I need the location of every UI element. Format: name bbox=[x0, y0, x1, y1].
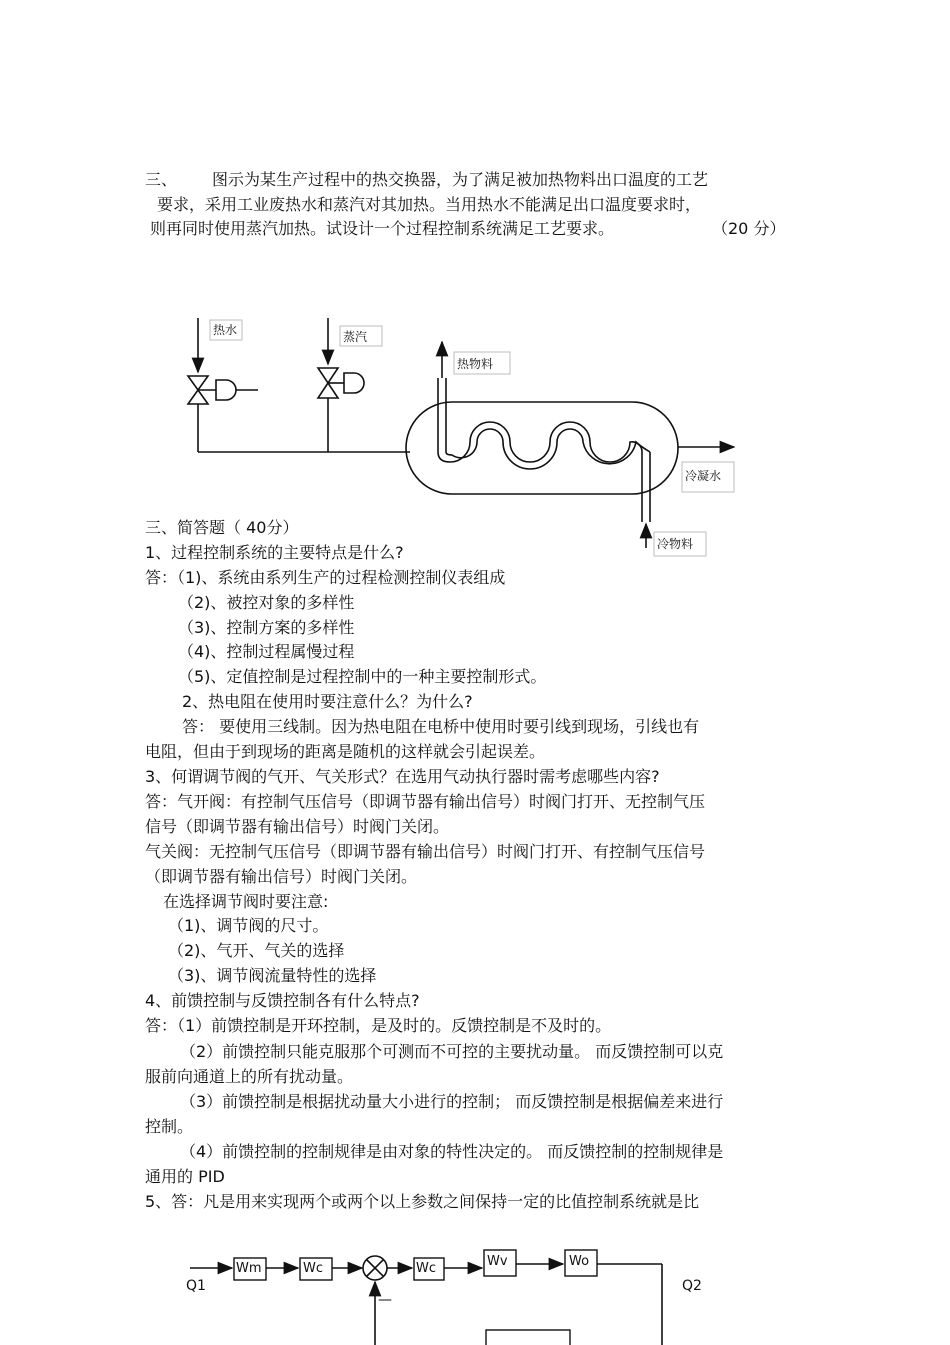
answer-4-line: 答：（1）前馈控制是开环控制，是及时的。反馈控制是不及时的。 bbox=[145, 1016, 612, 1035]
question-1: 1、过程控制系统的主要特点是什么? bbox=[145, 543, 404, 562]
wc-label-2: Wc bbox=[416, 1261, 437, 1276]
cold-material-label: 冷物料 bbox=[657, 537, 694, 551]
answer-3-line: 在选择调节阀时要注意: bbox=[163, 892, 329, 911]
question-text-line3: 则再同时使用蒸汽加热。试设计一个过程控制系统满足工艺要求。 bbox=[150, 219, 615, 238]
q1-label: Q1 bbox=[186, 1278, 206, 1294]
answer-3-line: 气关阀：无控制气压信号（即调节器有输出信号）时阀门打开、有控制气压信号 bbox=[145, 842, 706, 861]
answer-3-line: （即调节器有输出信号）时阀门关闭。 bbox=[145, 867, 418, 886]
question-score: （20 分） bbox=[712, 219, 786, 238]
answer-4-line: （2）前馈控制只能克服那个可测而不可控的主要扰动量。 而反馈控制可以克 bbox=[180, 1042, 724, 1061]
section-title: 三、简答题（ 40分） bbox=[145, 518, 299, 537]
question-3: 3、何谓调节阀的气开、气关形式？在选用气动执行器时需考虑哪些内容? bbox=[145, 767, 660, 786]
answer-3-line: 答：气开阀：有控制气压信号（即调节器有输出信号）时阀门打开、无控制气压 bbox=[145, 792, 706, 811]
answer-1-line: 答：（1)、系统由系列生产的过程检测控制仪表组成 bbox=[145, 568, 506, 587]
minus-sign: — bbox=[378, 1292, 392, 1308]
answer-4-line: （4）前馈控制的控制规律是由对象的特性决定的。 而反馈控制的控制规律是 bbox=[180, 1142, 724, 1161]
wc-label-1: Wc bbox=[303, 1261, 324, 1276]
answer-2-line2: 电阻，但由于到现场的距离是随机的这样就会引起误差。 bbox=[145, 742, 546, 761]
question-4: 4、前馈控制与反馈控制各有什么特点? bbox=[145, 991, 420, 1010]
question-number: 三、 bbox=[145, 170, 178, 189]
feedback-block bbox=[486, 1330, 570, 1345]
q2-label: Q2 bbox=[682, 1278, 702, 1294]
condensate-label: 冷凝水 bbox=[685, 469, 722, 483]
wm-label: Wm bbox=[236, 1261, 262, 1276]
hot-material-label: 热物料 bbox=[457, 357, 494, 371]
answer-4-line: （3）前馈控制是根据扰动量大小进行的控制； 而反馈控制是根据偏差来进行 bbox=[180, 1092, 724, 1111]
question-2: 2、热电阻在使用时要注意什么？为什么? bbox=[182, 692, 473, 711]
answer-1-line: （5)、定值控制是过程控制中的一种主要控制形式。 bbox=[178, 667, 547, 686]
answer-1-line: （3)、控制方案的多样性 bbox=[178, 618, 355, 637]
answer-3-line: （1)、调节阀的尺寸。 bbox=[168, 916, 329, 935]
question-text-line2: 要求，采用工业废热水和蒸汽对其加热。当用热水不能满足出口温度要求时， bbox=[157, 195, 702, 214]
answer-2-line1: 答： 要使用三线制。因为热电阻在电桥中使用时要引线到现场，引线也有 bbox=[182, 717, 700, 736]
answer-1-line: （4)、控制过程属慢过程 bbox=[178, 642, 355, 661]
question-text-line1: 图示为某生产过程中的热交换器，为了满足被加热物料出口温度的工艺 bbox=[212, 170, 709, 189]
wo-label: Wo bbox=[569, 1254, 590, 1269]
steam-label: 蒸汽 bbox=[343, 330, 368, 344]
answer-1-line: （2)、被控对象的多样性 bbox=[178, 593, 355, 612]
answer-4-line: 通用的 PID bbox=[145, 1167, 225, 1186]
summing-junction-icon bbox=[363, 1256, 387, 1280]
question-5: 5、答：凡是用来实现两个或两个以上参数之间保持一定的比值控制系统就是比 bbox=[145, 1192, 700, 1211]
hot-water-label: 热水 bbox=[213, 323, 238, 337]
answer-3-line: （3)、调节阀流量特性的选择 bbox=[168, 966, 377, 985]
answer-4-line: 控制。 bbox=[145, 1117, 194, 1136]
answer-4-line: 服前向通道上的所有扰动量。 bbox=[145, 1067, 354, 1086]
answer-3-line: 信号（即调节器有输出信号）时阀门关闭。 bbox=[145, 817, 450, 836]
answer-3-line: （2)、气开、气关的选择 bbox=[168, 941, 345, 960]
wv-label: Wv bbox=[487, 1254, 508, 1269]
